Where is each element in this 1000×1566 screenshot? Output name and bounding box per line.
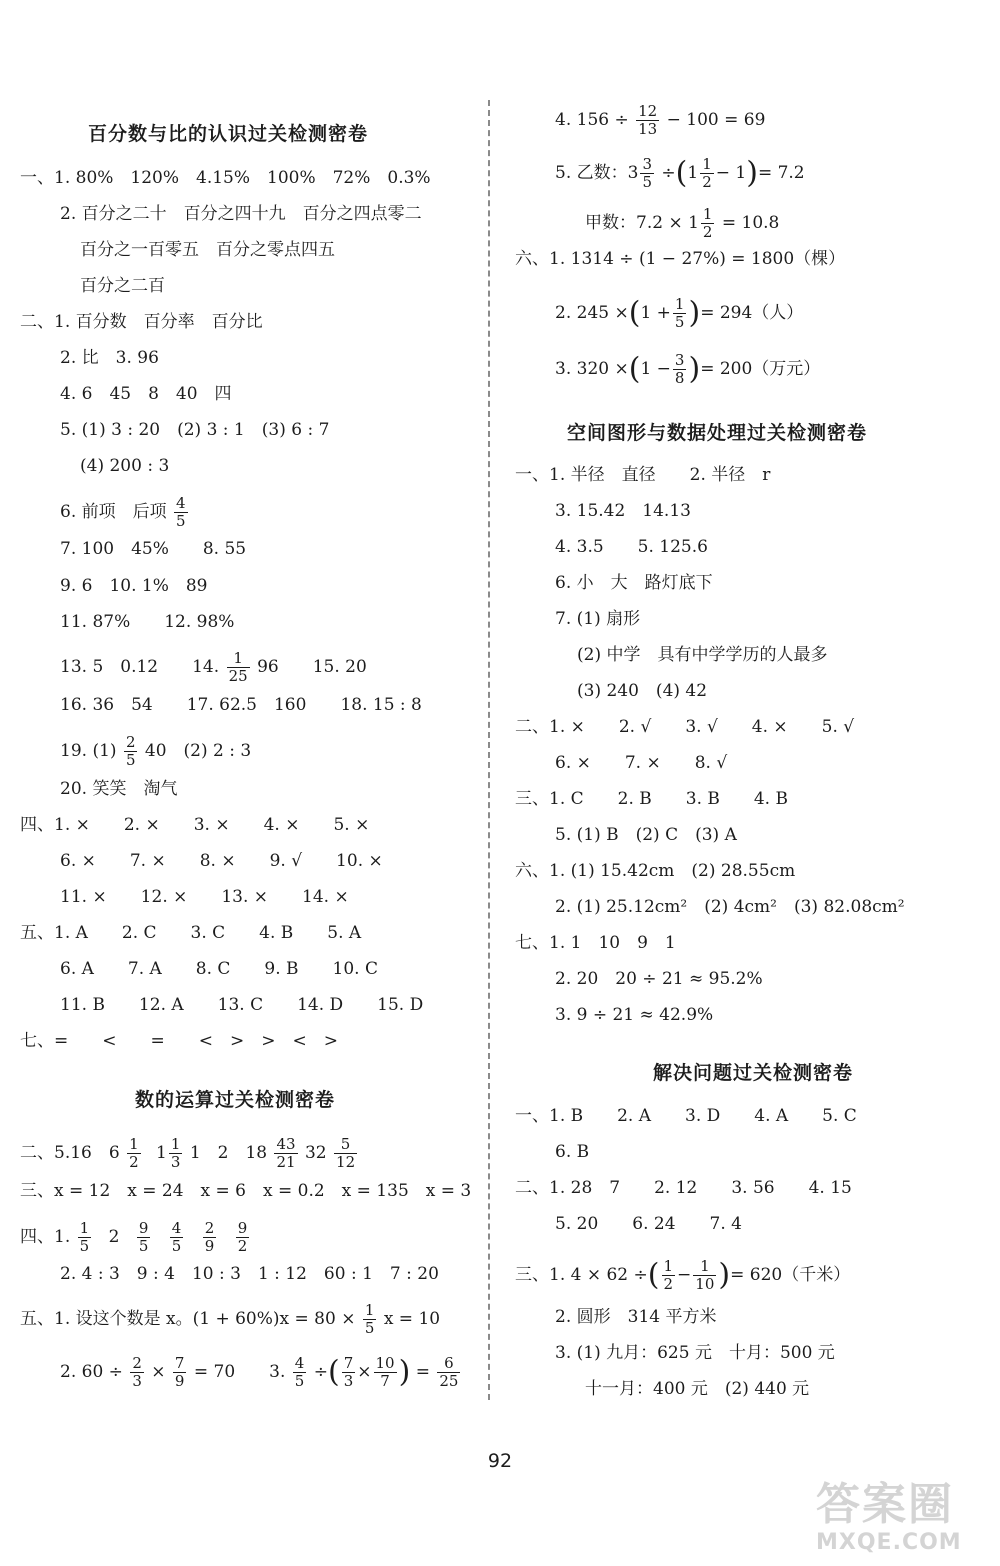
answer-line: (3) 240 (4) 42	[577, 681, 708, 701]
answer-text: 2. 60 ÷	[60, 1362, 123, 1382]
answer-text: ÷	[661, 163, 676, 183]
answer-line: 七、1. 1 10 9 1	[515, 933, 676, 953]
answer-line	[555, 352, 820, 387]
answer-line: 五、1. A 2. C 3. C 4. B 5. A	[20, 923, 362, 943]
answer-line: 百分之二百	[80, 276, 165, 296]
answer-text: = 70 3.	[193, 1362, 286, 1382]
answer-line: 2. 20 20 ÷ 21 ≈ 95.2%	[555, 969, 763, 989]
answer-line: 11. × 12. × 13. × 14. ×	[60, 887, 349, 907]
fraction	[169, 1136, 183, 1171]
fraction	[127, 1136, 141, 1171]
answer-line: 2. 圆形 314 平方米	[555, 1307, 717, 1327]
answer-text: 6. 前项 后项	[60, 502, 167, 522]
answer-line: 6. × 7. × 8. × 9. √ 10. ×	[60, 851, 383, 871]
numerator: 5	[334, 1136, 357, 1154]
numerator: 6	[437, 1355, 460, 1373]
numerator: 43	[276, 1135, 296, 1153]
answer-line: 七、= < = < > > < >	[20, 1031, 338, 1051]
answer-line	[555, 156, 805, 191]
fraction	[437, 1355, 460, 1390]
answer-line	[515, 1258, 850, 1293]
answer-line: 11. B 12. A 13. C 14. D 15. D	[60, 995, 424, 1015]
answer-line: 6. 小 大 路灯底下	[555, 573, 713, 593]
paren-close: )	[746, 155, 758, 191]
answer-line: 一、1. B 2. A 3. D 4. A 5. C	[515, 1106, 857, 1126]
denominator: 2	[663, 1275, 674, 1293]
answer-line: 六、1. 1314 ÷ (1 − 27%) = 1800（棵）	[515, 249, 846, 269]
section-title-number-operations: 数的运算过关检测密卷	[135, 1089, 336, 1111]
fraction	[274, 1136, 297, 1171]
numerator: 1	[693, 1258, 716, 1276]
fraction	[700, 156, 714, 191]
numerator: 2	[125, 733, 136, 751]
answer-line: 6. × 7. × 8. √	[555, 753, 728, 773]
numerator: 1	[364, 1301, 375, 1319]
fraction	[334, 1136, 357, 1171]
answer-text: 4. 156 ÷	[555, 110, 629, 130]
fraction	[662, 1258, 676, 1293]
section-title-percent-ratio: 百分数与比的认识过关检测密卷	[88, 123, 369, 145]
denominator: 3	[132, 1372, 142, 1390]
fraction	[78, 1220, 92, 1255]
paren-close: )	[688, 351, 701, 387]
paren-close: )	[398, 1354, 411, 1390]
answer-line: 11. 87% 12. 98%	[60, 612, 235, 632]
answer-text: 1 +	[640, 303, 671, 323]
column-divider	[488, 100, 490, 1400]
answer-line: 2. (1) 25.12cm² (2) 4cm² (3) 82.08cm²	[555, 897, 905, 917]
numerator: 1	[227, 650, 250, 668]
answer-line: 百分之一百零五 百分之零点四五	[80, 240, 335, 260]
fraction	[701, 206, 715, 241]
denominator: 3	[343, 1372, 354, 1390]
answer-text: = 200（万元）	[700, 359, 821, 379]
answer-line: 7. 100 45% 8. 55	[60, 539, 247, 559]
denominator: 2	[702, 223, 713, 241]
answer-text: 19. (1)	[60, 741, 117, 761]
answer-text: ×	[357, 1362, 372, 1382]
numerator: 1	[702, 155, 712, 173]
section-title-geometry-data: 空间图形与数据处理过关检测密卷	[567, 422, 868, 444]
fraction	[203, 1220, 217, 1255]
answer-line: 2. 百分之二十 百分之四十九 百分之四点零二	[60, 204, 422, 224]
answer-line: 一、1. 半径 直径 2. 半径 r	[515, 465, 771, 485]
answer-line: 3. (1) 九月：625 元 十月：500 元	[555, 1343, 835, 1363]
denominator: 5	[674, 313, 685, 331]
answer-text: 五、1. 设这个数是 x。(1 + 60%)x = 80 ×	[20, 1309, 356, 1329]
denominator: 10	[695, 1275, 715, 1293]
answer-line	[585, 206, 779, 241]
answer-line	[555, 103, 765, 138]
answer-text: 1 2 18	[189, 1143, 268, 1163]
denominator: 9	[204, 1237, 215, 1255]
answer-line: 三、1. C 2. B 3. B 4. B	[515, 789, 788, 809]
fraction	[236, 1220, 250, 1255]
page-number: 92	[487, 1450, 513, 1472]
numerator: 10	[375, 1354, 395, 1372]
numerator: 1	[170, 1135, 181, 1153]
answer-line: 三、x = 12 x = 24 x = 6 x = 0.2 x = 135 x = 3	[20, 1181, 472, 1201]
fraction	[640, 156, 654, 191]
numerator: 1	[129, 1135, 139, 1153]
answer-line: 2. 4 : 3 9 : 4 10 : 3 1 : 12 60 : 1 7 : 20	[60, 1264, 439, 1284]
answer-line	[20, 1220, 251, 1255]
answer-text: ÷	[313, 1362, 328, 1382]
numerator: 12	[638, 102, 658, 120]
answer-line: 二、1. 百分数 百分率 百分比	[20, 312, 263, 332]
denominator: 9	[174, 1372, 185, 1390]
answer-line: 7. (1) 扇形	[555, 609, 641, 629]
answer-text: 三、1. 4 × 62 ÷	[515, 1265, 648, 1285]
answer-line: 9. 6 10. 1% 89	[60, 576, 208, 596]
answer-line: (4) 200 : 3	[80, 456, 170, 476]
answer-line: 16. 36 54 17. 62.5 160 18. 15 : 8	[60, 695, 422, 715]
numerator: 1	[702, 205, 713, 223]
paren-open: (	[647, 1257, 660, 1293]
watermark-url: MXQE.COM	[816, 1530, 962, 1555]
answer-text: = 7.2	[757, 163, 805, 183]
answer-text: 四、1.	[20, 1227, 71, 1247]
answer-line	[20, 1136, 359, 1171]
answer-text: 32	[304, 1143, 327, 1163]
denominator: 5	[171, 1237, 182, 1255]
paren-open: (	[628, 295, 641, 331]
fraction	[693, 1258, 716, 1293]
fraction	[636, 103, 659, 138]
answer-line	[60, 495, 190, 530]
fraction	[227, 650, 250, 685]
answer-text: 2. 245 ×	[555, 303, 629, 323]
answer-line: 6. A 7. A 8. C 9. B 10. C	[60, 959, 378, 979]
watermark	[816, 1478, 986, 1558]
numerator: 4	[171, 1219, 182, 1237]
paren-close: )	[718, 1257, 731, 1293]
answer-text: = 620（千米）	[730, 1265, 851, 1285]
fraction	[293, 1355, 307, 1390]
section-title-problem-solving: 解决问题过关检测密卷	[653, 1062, 854, 1084]
answer-line: 4. 6 45 8 40 四	[60, 384, 232, 404]
answer-text: 96 15. 20	[257, 657, 367, 677]
fraction	[342, 1355, 356, 1390]
fraction	[363, 1302, 377, 1337]
answer-line: 十一月：400 元 (2) 440 元	[585, 1379, 810, 1399]
answer-line: 四、1. × 2. × 3. × 4. × 5. ×	[20, 815, 370, 835]
answer-line: (2) 中学 具有中学学历的人最多	[577, 645, 828, 665]
answer-line: 4. 3.5 5. 125.6	[555, 537, 708, 557]
fraction	[173, 1355, 187, 1390]
denominator: 25	[228, 667, 248, 685]
denominator: 12	[336, 1153, 356, 1171]
answer-line	[60, 1355, 462, 1390]
numerator: 2	[132, 1354, 142, 1372]
denominator: 13	[638, 120, 658, 138]
denominator: 5	[642, 173, 652, 191]
answer-line: 5. 20 6. 24 7. 4	[555, 1214, 742, 1234]
answer-text: −	[677, 1265, 692, 1285]
numerator: 9	[138, 1219, 149, 1237]
denominator: 8	[674, 369, 685, 387]
answer-text: 3. 320 ×	[555, 359, 629, 379]
paren-open: (	[675, 155, 688, 191]
denominator: 5	[138, 1237, 149, 1255]
fraction	[374, 1355, 397, 1390]
answer-text: 40 (2) 2 : 3	[144, 741, 252, 761]
answer-line: 6. B	[555, 1142, 590, 1162]
answer-line: 二、1. × 2. √ 3. √ 4. × 5. √	[515, 717, 855, 737]
numerator: 1	[674, 295, 685, 313]
numerator: 3	[674, 351, 685, 369]
answer-text: − 1	[715, 163, 747, 183]
denominator: 2	[237, 1237, 248, 1255]
answer-text: 13. 5 0.12 14.	[60, 657, 220, 677]
answer-text: = 10.8	[721, 213, 780, 233]
watermark-logo: 答案圈	[816, 1479, 954, 1530]
answer-text: 1	[687, 163, 699, 183]
numerator: 4	[176, 494, 186, 512]
answer-text: 1 −	[640, 359, 671, 379]
denominator: 5	[79, 1237, 90, 1255]
denominator: 2	[702, 173, 712, 191]
answer-text: =	[415, 1362, 430, 1382]
numerator: 1	[663, 1257, 674, 1275]
answer-text: 5. 乙数：3	[555, 163, 639, 183]
answer-line: 3. 15.42 14.13	[555, 501, 691, 521]
answer-text: ×	[151, 1362, 166, 1382]
fraction	[137, 1220, 151, 1255]
paren-open: (	[327, 1354, 340, 1390]
denominator: 25	[439, 1372, 459, 1390]
fraction	[130, 1355, 144, 1390]
answer-text: 1	[156, 1143, 167, 1163]
answer-text: − 100 = 69	[666, 110, 766, 130]
numerator: 4	[294, 1354, 305, 1372]
answer-line: 3. 9 ÷ 21 ≈ 42.9%	[555, 1005, 714, 1025]
denominator: 21	[276, 1153, 296, 1171]
denominator: 5	[294, 1372, 305, 1390]
answer-line: 5. (1) 3 : 20 (2) 3 : 1 (3) 6 : 7	[60, 420, 330, 440]
answer-text: 二、5.16 6	[20, 1143, 120, 1163]
answer-text: x = 10	[383, 1309, 441, 1329]
denominator: 7	[380, 1372, 390, 1390]
answer-line: 2. 比 3. 96	[60, 348, 159, 368]
answer-line	[60, 650, 367, 685]
fraction	[170, 1220, 184, 1255]
denominator: 5	[125, 751, 136, 769]
denominator: 5	[364, 1319, 375, 1337]
denominator: 5	[176, 512, 186, 530]
answer-text: 2	[108, 1227, 120, 1247]
numerator: 9	[237, 1219, 248, 1237]
fraction	[673, 296, 687, 331]
fraction	[124, 734, 138, 769]
answer-line: 六、1. (1) 15.42cm (2) 28.55cm	[515, 861, 796, 881]
answer-line	[20, 1302, 440, 1337]
numerator: 1	[79, 1219, 90, 1237]
fraction	[673, 352, 687, 387]
answer-line: 二、1. 28 7 2. 12 3. 56 4. 15	[515, 1178, 852, 1198]
answer-line: 20. 笑笑 淘气	[60, 779, 178, 799]
answer-text: 甲数：7.2 × 1	[585, 213, 699, 233]
paren-open: (	[628, 351, 641, 387]
numerator: 3	[642, 155, 652, 173]
answer-text: = 294（人）	[700, 303, 804, 323]
answer-line	[555, 296, 803, 331]
numerator: 2	[204, 1219, 215, 1237]
answer-line	[60, 734, 251, 769]
denominator: 2	[129, 1153, 139, 1171]
denominator: 3	[170, 1153, 181, 1171]
fraction	[174, 495, 188, 530]
answer-line: 一、1. 80% 120% 4.15% 100% 72% 0.3%	[20, 168, 431, 188]
numerator: 7	[343, 1354, 354, 1372]
paren-close: )	[688, 295, 701, 331]
numerator: 7	[174, 1354, 185, 1372]
answer-line: 5. (1) B (2) C (3) A	[555, 825, 737, 845]
